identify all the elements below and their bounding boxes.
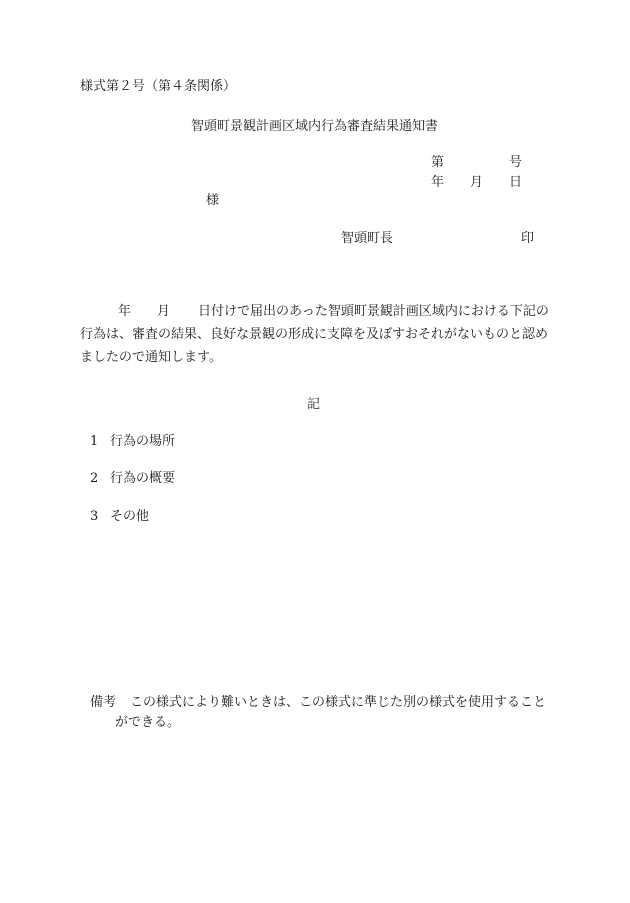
date-year-label: 年 [431, 175, 445, 190]
notice-body-line-1 [80, 300, 550, 323]
seal-mark: 印 [521, 231, 535, 246]
remark-line-1 [90, 693, 560, 713]
item-number: 3 [90, 509, 99, 524]
date-day-label: 日 [509, 175, 523, 190]
notice-body-line-2: 行為は、審査の結果、良好な景観の形成に支障を及ぼすおそれがないものと認め [80, 327, 549, 342]
list-item [90, 472, 175, 485]
item-label: 行為の概要 [110, 471, 176, 486]
notice-body-line-3: ましたので通知します。 [80, 350, 222, 365]
notice-body [80, 300, 550, 369]
body-year-label: 年 [118, 304, 132, 319]
form-label: 様式第２号（第４条関係） [80, 79, 237, 94]
document-title: 智頭町景観計画区域内行為審査結果通知書 [191, 119, 439, 134]
list-item [90, 510, 149, 523]
item-label: 行為の場所 [110, 434, 176, 449]
number-prefix: 第 [431, 155, 445, 170]
date-month-label: 月 [470, 175, 484, 190]
ki-heading: 記 [307, 397, 321, 412]
number-suffix: 号 [509, 155, 523, 170]
body-month-label: 月 [157, 304, 171, 319]
remark-text-1: この様式により難いときは、この様式に準じた別の様式を使用すること [130, 695, 547, 710]
issuer-name: 智頭町長 [341, 231, 394, 246]
list-item [90, 435, 175, 448]
item-number: 1 [90, 434, 99, 449]
remark-text-2: ができる。 [115, 715, 181, 730]
remark-line-2 [90, 713, 560, 733]
addressee-suffix: 様 [206, 193, 220, 208]
body-line-1-text: 日付けで届出のあった智頭町景観計画区域内における下記の [198, 304, 549, 319]
item-number: 2 [90, 471, 99, 486]
remark-label: 備考 [90, 695, 117, 710]
remark-note [90, 693, 560, 733]
item-label: その他 [110, 509, 150, 524]
